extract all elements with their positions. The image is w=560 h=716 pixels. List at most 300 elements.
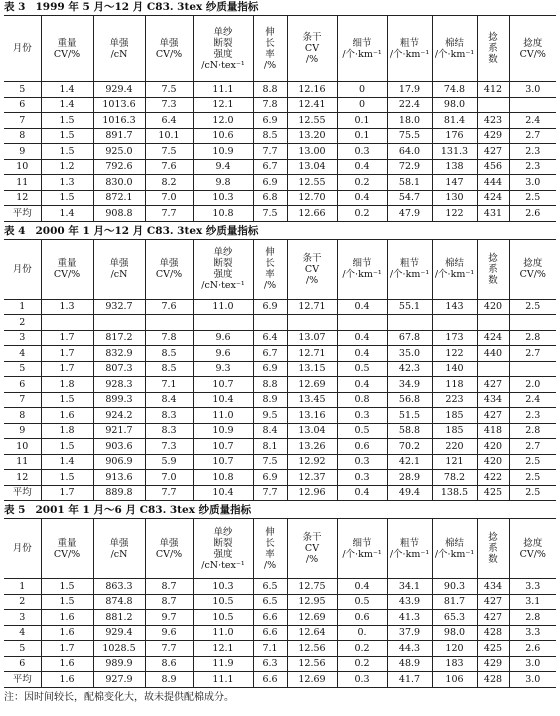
table3-cell: 2.4	[509, 113, 556, 129]
table3-cell: 138	[432, 159, 477, 175]
table4-cell: 11.0	[193, 299, 253, 315]
table5-cell: 6.6	[253, 672, 287, 688]
table4-cell: 0.4	[337, 485, 387, 501]
table4-col-header: 捻度 CV/%	[509, 239, 556, 299]
table3-cell: 17.9	[387, 82, 432, 98]
table3-cell: 3.0	[509, 175, 556, 191]
table3-cell: 908.8	[93, 206, 145, 222]
table3-cell: 1.5	[41, 128, 93, 144]
table4-row	[4, 330, 556, 346]
table5-row	[4, 672, 556, 688]
table3-col-header: 伸 长 率 /%	[253, 16, 287, 82]
table4-cell: 5	[4, 361, 41, 377]
table4-cell: 13.07	[287, 330, 337, 346]
table3-cell: 1.3	[41, 175, 93, 191]
table3-cell: 1.5	[41, 113, 93, 129]
table3-row	[4, 97, 556, 113]
table5-cell: 34.1	[387, 579, 432, 595]
table3-col-header: 捻 系 数	[477, 16, 509, 82]
table4-cell: 118	[432, 377, 477, 393]
table4-cell: 34.9	[387, 377, 432, 393]
table5-cell: 37.9	[387, 625, 432, 641]
table3-cell: 0.2	[337, 206, 387, 222]
table5-cell: 8.7	[145, 579, 193, 595]
table4-cell: 56.8	[387, 392, 432, 408]
table3-cell: 12.70	[287, 190, 337, 206]
table3-cell: 0.1	[337, 128, 387, 144]
table4-cell: 889.8	[93, 485, 145, 501]
table3-cell: 1.4	[41, 82, 93, 98]
table4-cell: 0.5	[337, 423, 387, 439]
table4-cell: 8.4	[253, 423, 287, 439]
table4-cell: 13.45	[287, 392, 337, 408]
table3-cell: 830.0	[93, 175, 145, 191]
table4-cell: 7.7	[253, 485, 287, 501]
table4-cell	[477, 361, 509, 377]
table3-cell: 1.4	[41, 206, 93, 222]
table3-cell: 424	[477, 190, 509, 206]
table4-cell: 1.5	[41, 439, 93, 455]
table3-cell: 176	[432, 128, 477, 144]
table4-col-header: 月份	[4, 239, 41, 299]
table4-cell: 420	[477, 299, 509, 315]
table4-cell: 422	[477, 470, 509, 486]
table3-caption-text: 1999 年 5 月～12 月 C83. 3tex 纱质量指标	[35, 1, 259, 13]
table4-cell: 0.3	[337, 408, 387, 424]
table4-col-header: 棉结 /个·km⁻¹	[432, 239, 477, 299]
table5-row	[4, 641, 556, 657]
table5-cell: 9.7	[145, 610, 193, 626]
table3-cell: 9	[4, 144, 41, 160]
table4-cell: 832.9	[93, 346, 145, 362]
table3-cell: 131.3	[432, 144, 477, 160]
table3-cell: 7.8	[253, 97, 287, 113]
table4-cell: 4	[4, 346, 41, 362]
table3-cell: 412	[477, 82, 509, 98]
table4-row	[4, 454, 556, 470]
table5-cell: 863.3	[93, 579, 145, 595]
table3-cell: 58.1	[387, 175, 432, 191]
table4-cell: 8.4	[145, 392, 193, 408]
table3-cell: 12.41	[287, 97, 337, 113]
table3-cell: 6.9	[253, 175, 287, 191]
table3-cell: 12.16	[287, 82, 337, 98]
table4-cell: 1.7	[41, 361, 93, 377]
table4-cell: 70.2	[387, 439, 432, 455]
table5-cell: 0.6	[337, 610, 387, 626]
table3-cell: 0.3	[337, 144, 387, 160]
table4-cell: 12	[4, 470, 41, 486]
table3-cell: 2.5	[509, 190, 556, 206]
table3-cell: 456	[477, 159, 509, 175]
table5-cell: 1.6	[41, 656, 93, 672]
table4-cell: 2.8	[509, 330, 556, 346]
table4-cell	[387, 315, 432, 331]
table5-cell: 7.7	[145, 641, 193, 657]
table4-cell: 1.5	[41, 470, 93, 486]
table4-cell: 928.3	[93, 377, 145, 393]
table5-cell: 2	[4, 594, 41, 610]
table4-cell: 13.15	[287, 361, 337, 377]
table5-cell: 6.5	[253, 594, 287, 610]
table3-cell: 2.3	[509, 144, 556, 160]
table3-cell: 10	[4, 159, 41, 175]
table4-cell: 434	[477, 392, 509, 408]
table4-cell: 10.9	[193, 423, 253, 439]
table5-cell: 427	[477, 594, 509, 610]
table3-cell: 12	[4, 190, 41, 206]
table4-cell: 13.26	[287, 439, 337, 455]
table3-cell: 7.6	[145, 159, 193, 175]
table4-cell: 12.71	[287, 299, 337, 315]
table3-cell: 12.55	[287, 113, 337, 129]
table4-cell: 913.6	[93, 470, 145, 486]
table3-cell: 0	[337, 82, 387, 98]
table3-cell: 47.9	[387, 206, 432, 222]
table4-cell: 2.0	[509, 377, 556, 393]
table5-cell: 8.7	[145, 594, 193, 610]
table5-caption-label: 表 5	[4, 504, 26, 516]
table5-cell: 41.3	[387, 610, 432, 626]
table3-cell: 75.5	[387, 128, 432, 144]
table4-cell: 0.4	[337, 299, 387, 315]
table5-cell: 3.0	[509, 672, 556, 688]
table4-cell: 10.7	[193, 454, 253, 470]
table4-cell: 140	[432, 361, 477, 377]
table3-cell: 1016.3	[93, 113, 145, 129]
table4-cell: 1.3	[41, 299, 93, 315]
table5-cell: 3	[4, 610, 41, 626]
table4-row	[4, 315, 556, 331]
table4-col-header: 重量 CV/%	[41, 239, 93, 299]
table3-cell: 130	[432, 190, 477, 206]
table3-cell: 7	[4, 113, 41, 129]
table4-col-header: 捻 系 数	[477, 239, 509, 299]
table4-cell: 220	[432, 439, 477, 455]
table5-col-header: 月份	[4, 519, 41, 579]
table5-cell: 1028.5	[93, 641, 145, 657]
table4-cell: 8.8	[253, 377, 287, 393]
table3-cell: 12.66	[287, 206, 337, 222]
table3-cell: 72.9	[387, 159, 432, 175]
table3-row	[4, 113, 556, 129]
table5-col-header: 伸 长 率 /%	[253, 519, 287, 579]
table3-cell: 10.8	[193, 206, 253, 222]
table4-header-row	[4, 239, 556, 299]
table5-row	[4, 579, 556, 595]
footnote: 注：因时间较长，配棉变化大，故未提供配棉成分。	[4, 691, 234, 703]
table4-cell: 2.4	[509, 392, 556, 408]
table5-cell: 90.3	[432, 579, 477, 595]
table4-cell: 6	[4, 377, 41, 393]
table4-cell: 2.8	[509, 423, 556, 439]
table3-row	[4, 82, 556, 98]
table5-col-header: 重量 CV/%	[41, 519, 93, 579]
table4-cell: 67.8	[387, 330, 432, 346]
table3-cell: 872.1	[93, 190, 145, 206]
table4-cell: 143	[432, 299, 477, 315]
table4-cell: 924.2	[93, 408, 145, 424]
table5-cell: 4	[4, 625, 41, 641]
table4-cell	[287, 315, 337, 331]
table4-col-header: 伸 长 率 /%	[253, 239, 287, 299]
table5-cell: 43.9	[387, 594, 432, 610]
table5-cell: 989.9	[93, 656, 145, 672]
table5-cell: 5	[4, 641, 41, 657]
table5-row	[4, 594, 556, 610]
table4-cell: 2.7	[509, 346, 556, 362]
table5-cell: 106	[432, 672, 477, 688]
table4-cell: 420	[477, 439, 509, 455]
table3-cell: 6.7	[253, 159, 287, 175]
table3-cell: 2.6	[509, 206, 556, 222]
table4-cell: 2.5	[509, 485, 556, 501]
table5-row	[4, 656, 556, 672]
table3-cell: 0.2	[337, 175, 387, 191]
table4-cell: 1.8	[41, 423, 93, 439]
table3-cell: 12.0	[193, 113, 253, 129]
table5-cell: 0.3	[337, 672, 387, 688]
table5-col-header: 捻度 CV/%	[509, 519, 556, 579]
table4-cell: 42.1	[387, 454, 432, 470]
table4-cell: 9.3	[193, 361, 253, 377]
table5-cell: 81.7	[432, 594, 477, 610]
table3-cell: 429	[477, 128, 509, 144]
table5-cell: 44.3	[387, 641, 432, 657]
table4-caption	[4, 224, 556, 239]
table3-cell: 7.5	[145, 144, 193, 160]
table3-cell: 1.5	[41, 144, 93, 160]
table5-cell: 3.1	[509, 594, 556, 610]
table3-cell: 431	[477, 206, 509, 222]
table4-caption-text: 2000 年 1 月～12 月 C83. 3tex 纱质量指标	[35, 224, 259, 237]
table3-row	[4, 206, 556, 222]
table3-row	[4, 175, 556, 191]
table5-cell: 11.9	[193, 656, 253, 672]
table4-cell: 185	[432, 408, 477, 424]
table4-cell: 1.7	[41, 346, 93, 362]
table4-cell: 817.2	[93, 330, 145, 346]
table5-cell: 1	[4, 579, 41, 595]
table5-cell: 428	[477, 625, 509, 641]
table3-col-header: 捻度 CV/%	[509, 16, 556, 82]
table5-cell: 0.4	[337, 579, 387, 595]
table4-cell: 121	[432, 454, 477, 470]
table4-cell: 0.8	[337, 392, 387, 408]
table5-cell: 0.2	[337, 641, 387, 657]
table4-cell: 12.37	[287, 470, 337, 486]
table5-caption	[4, 503, 556, 518]
table3-cell: 929.4	[93, 82, 145, 98]
table5-cell: 11.0	[193, 625, 253, 641]
table3-cell: 6	[4, 97, 41, 113]
table3-cell: 8.5	[253, 128, 287, 144]
table5-cell: 6	[4, 656, 41, 672]
table3-col-header: 棉结 /个·km⁻¹	[432, 16, 477, 82]
table4-cell: 1	[4, 299, 41, 315]
table4-cell: 7.7	[145, 485, 193, 501]
table4-row	[4, 470, 556, 486]
table4-cell: 1.5	[41, 392, 93, 408]
table4-cell: 9.6	[193, 330, 253, 346]
table3-cell: 8	[4, 128, 41, 144]
table4-cell: 906.9	[93, 454, 145, 470]
table4-cell	[253, 315, 287, 331]
table5-cell: 7.1	[253, 641, 287, 657]
table4-cell: 0.3	[337, 470, 387, 486]
table4-cell: 2.5	[509, 299, 556, 315]
table4-caption-label: 表 4	[4, 224, 26, 237]
table5-cell: 10.5	[193, 610, 253, 626]
table4-col-header: 粗节 /个·km⁻¹	[387, 239, 432, 299]
table4-cell: 28.9	[387, 470, 432, 486]
table3-col-header: 单强 /cN	[93, 16, 145, 82]
table5-cell: 3.3	[509, 579, 556, 595]
table3-row	[4, 144, 556, 160]
page	[4, 0, 556, 706]
table4-cell: 11	[4, 454, 41, 470]
table3-cell: 13.20	[287, 128, 337, 144]
table3-cell: 9.4	[193, 159, 253, 175]
table3-cell: 0	[337, 97, 387, 113]
table5-cell: 98.0	[432, 625, 477, 641]
table5-caption-text: 2001 年 1 月～6 月 C83. 3tex 纱质量指标	[35, 504, 252, 516]
table5-cell: 10.5	[193, 594, 253, 610]
table4-cell: 7.0	[145, 470, 193, 486]
table3-cell: 81.4	[432, 113, 477, 129]
table5-cell: 2.6	[509, 641, 556, 657]
table3-header-row	[4, 16, 556, 82]
table3-cell: 11.1	[193, 82, 253, 98]
table5-cell: 427	[477, 610, 509, 626]
table4-cell: 3	[4, 330, 41, 346]
table4-cell: 10.7	[193, 377, 253, 393]
table4-cell: 35.0	[387, 346, 432, 362]
table5-cell: 8.6	[145, 656, 193, 672]
table3-col-header: 粗节 /个·km⁻¹	[387, 16, 432, 82]
table4-cell: 6.9	[253, 470, 287, 486]
table5-cell: 12.69	[287, 672, 337, 688]
table4-cell: 807.3	[93, 361, 145, 377]
table4-cell: 173	[432, 330, 477, 346]
table4-cell: 42.3	[387, 361, 432, 377]
table5-col-header: 捻 系 数	[477, 519, 509, 579]
table4-cell: 6.7	[253, 346, 287, 362]
table3-cell: 1013.6	[93, 97, 145, 113]
table5-cell: 12.1	[193, 641, 253, 657]
table3-col-header: 月份	[4, 16, 41, 82]
table5-cell: 1.6	[41, 610, 93, 626]
table5-row	[4, 625, 556, 641]
table3-cell: 6.8	[253, 190, 287, 206]
table3-cell: 11	[4, 175, 41, 191]
table3-cell: 7.3	[145, 97, 193, 113]
table4-cell: 223	[432, 392, 477, 408]
table3-cell: 12.55	[287, 175, 337, 191]
table4-col-header: 单强 CV/%	[145, 239, 193, 299]
table3-cell: 423	[477, 113, 509, 129]
table4-cell: 2	[4, 315, 41, 331]
table3-caption	[4, 0, 556, 15]
table4-cell: 425	[477, 485, 509, 501]
table4-cell: 2.7	[509, 439, 556, 455]
table3-cell: 5	[4, 82, 41, 98]
table5-cell: 11.1	[193, 672, 253, 688]
table5-body	[4, 579, 556, 688]
table5-cell: 120	[432, 641, 477, 657]
table4-cell: 1.7	[41, 330, 93, 346]
table3-col-header: 单纱 断裂 强度 /cN·tex⁻¹	[193, 16, 253, 82]
table3-cell: 0.1	[337, 113, 387, 129]
table3-cell: 6.9	[253, 113, 287, 129]
table4-cell: 921.7	[93, 423, 145, 439]
table4-cell: 10.8	[193, 470, 253, 486]
table4-cell	[477, 315, 509, 331]
table4-row	[4, 299, 556, 315]
table4-cell: 8.9	[253, 392, 287, 408]
table4-row	[4, 439, 556, 455]
table5-cell: 874.8	[93, 594, 145, 610]
table4-row	[4, 408, 556, 424]
table5-cell: 425	[477, 641, 509, 657]
table4-cell: 8.5	[145, 346, 193, 362]
table4-cell: 138.5	[432, 485, 477, 501]
table3-row	[4, 190, 556, 206]
table4-row	[4, 377, 556, 393]
table3-cell: 122	[432, 206, 477, 222]
table5-cell: 0.5	[337, 594, 387, 610]
table3-cell: 22.4	[387, 97, 432, 113]
table4-cell: 0.4	[337, 346, 387, 362]
table4-cell: 10.7	[193, 439, 253, 455]
table5-cell: 927.9	[93, 672, 145, 688]
table5-cell: 9.6	[145, 625, 193, 641]
table5-cell: 12.56	[287, 656, 337, 672]
table5-col-header: 细节 /个·km⁻¹	[337, 519, 387, 579]
table4-cell: 427	[477, 377, 509, 393]
table4-cell: 8	[4, 408, 41, 424]
table3-col-header: 细节 /个·km⁻¹	[337, 16, 387, 82]
table3-cell: 427	[477, 144, 509, 160]
table4-cell: 0.3	[337, 454, 387, 470]
table3-cell: 7.7	[253, 144, 287, 160]
table4-cell: 122	[432, 346, 477, 362]
table4-cell: 427	[477, 408, 509, 424]
table3-cell	[477, 97, 509, 113]
table3-cell: 1.2	[41, 159, 93, 175]
table4-cell: 9.5	[253, 408, 287, 424]
table5-cell: 428	[477, 672, 509, 688]
table4-cell: 0.4	[337, 377, 387, 393]
table5-header-row	[4, 519, 556, 579]
table5-cell: 10.3	[193, 579, 253, 595]
table5-col-header: 条干 CV /%	[287, 519, 337, 579]
table4-cell: 899.3	[93, 392, 145, 408]
table4-cell	[193, 315, 253, 331]
table4-cell: 10.4	[193, 485, 253, 501]
table4-cell: 932.7	[93, 299, 145, 315]
table4-cell: 2.5	[509, 454, 556, 470]
table3-cell: 10.6	[193, 128, 253, 144]
table4-cell: 7.5	[253, 454, 287, 470]
table5-cell: 48.9	[387, 656, 432, 672]
table3-cell: 891.7	[93, 128, 145, 144]
table4-cell: 6.9	[253, 299, 287, 315]
table3-cell: 147	[432, 175, 477, 191]
table4-body	[4, 299, 556, 501]
table4-cell: 11.0	[193, 408, 253, 424]
table4-row	[4, 423, 556, 439]
